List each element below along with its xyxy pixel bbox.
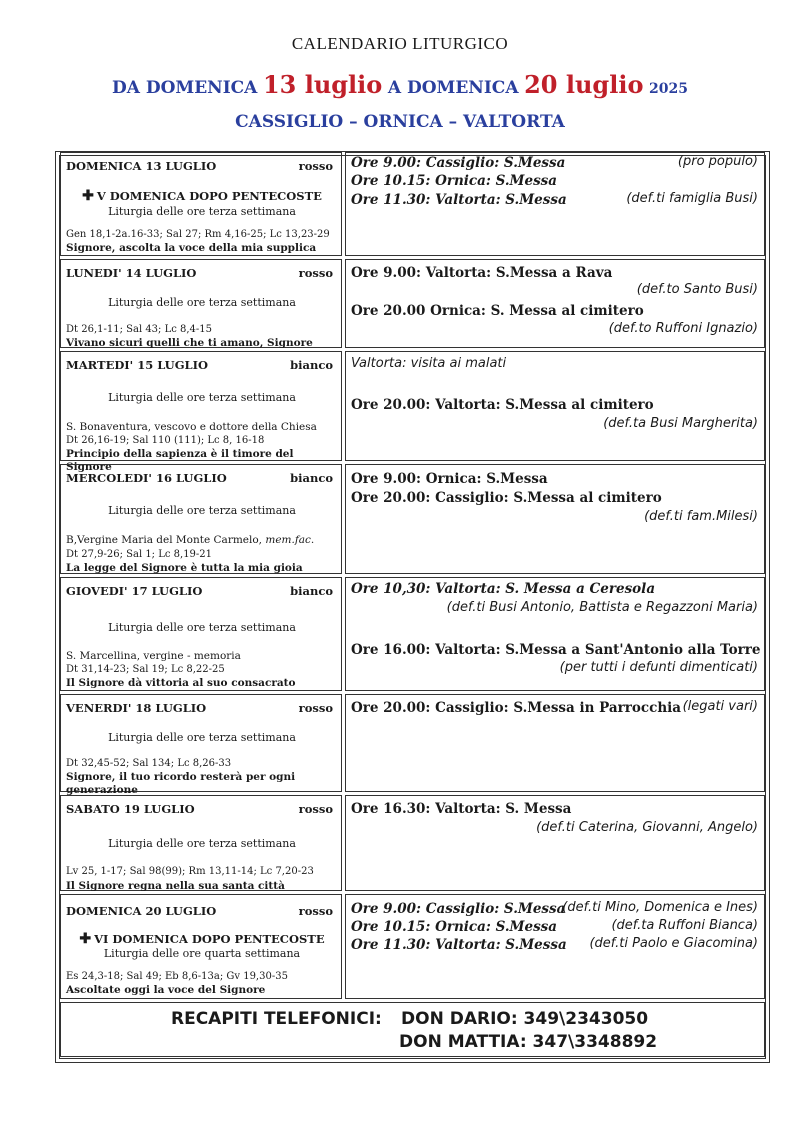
mass-intention: (legati vari) (682, 699, 758, 714)
mass-intention: (def.to Santo Busi) (636, 282, 758, 297)
liturgy-week: Liturgia delle ore quarta settimana (103, 947, 301, 960)
mass-time: Ore 20.00: Cassiglio: S.Messa al cimitero (351, 490, 662, 506)
liturgy-week: Liturgia delle ore terza settimana (108, 296, 296, 309)
masses-cell (345, 894, 765, 999)
mass-time: Ore 16.00: Valtorta: S.Messa a Sant'Antonio alla Torre (351, 642, 761, 658)
from-date: 13 luglio (262, 70, 383, 99)
day-info-cell (60, 894, 342, 999)
day-label: MERCOLEDI' 16 LUGLIO (66, 471, 227, 485)
mass-time: Ore 11.30: Valtorta: S.Messa (351, 192, 567, 208)
masses-cell (345, 464, 765, 574)
liturgical-color: rosso (298, 802, 333, 816)
feast-title: ✚ V DOMENICA DOPO PENTECOSTE (82, 188, 322, 204)
feast-title: ✚ VI DOMENICA DOPO PENTECOSTE (79, 931, 325, 947)
mass-time: Ore 11.30: Valtorta: S.Messa (351, 937, 567, 953)
mass-intention: (def.ta Busi Margherita) (603, 416, 758, 431)
day-info-cell (60, 577, 342, 691)
table-row (60, 464, 765, 574)
mass-time: Ore 10.15: Ornica: S.Messa (351, 919, 558, 935)
psalm-response: Principio della sapienza è il timore del Signore (66, 448, 294, 473)
day-label: VENERDI' 18 LUGLIO (66, 701, 207, 715)
mass-intention: (def.ti Paolo e Giacomina) (589, 936, 758, 951)
mass-intention: (def.ti famiglia Busi) (626, 191, 758, 206)
year: 2025 (649, 81, 688, 97)
mass-time: Ore 20.00: Cassiglio: S.Messa in Parrocchia (351, 700, 682, 716)
day-info-cell (60, 464, 342, 574)
readings: Dt 26,16-19; Sal 110 (111); Lc 8, 16-18 (66, 435, 265, 446)
page-title: CALENDARIO LITURGICO (291, 34, 509, 53)
mass-time: Ore 9.00: Valtorta: S.Messa a Rava (351, 265, 613, 281)
saint-of-day: S. Marcellina, vergine - memoria (66, 650, 241, 662)
cross-icon: ✚ (82, 188, 94, 204)
psalm-response: Ascoltate oggi la voce del Signore (66, 984, 266, 996)
masses-cell (345, 152, 765, 256)
day-info-cell (60, 694, 342, 796)
mass-intention: (def.ti fam.Milesi) (644, 509, 758, 524)
mass-intention: (def.ta Ruffoni Bianca) (611, 918, 758, 933)
masses-cell (345, 694, 765, 792)
psalm-response: La legge del Signore è tutta la mia gioia (66, 562, 303, 574)
mass-intention: (def.ti Caterina, Giovanni, Angelo) (536, 820, 758, 835)
liturgy-week: Liturgia delle ore terza settimana (108, 731, 296, 744)
masses-cell (345, 351, 765, 461)
liturgical-color: bianco (290, 358, 333, 372)
to-date: 20 luglio (524, 70, 644, 99)
day-label: MARTEDI' 15 LUGLIO (66, 358, 209, 372)
liturgy-week: Liturgia delle ore terza settimana (108, 621, 296, 634)
day-info-cell (60, 795, 342, 891)
mass-intention: (per tutti i defunti dimenticati) (559, 660, 758, 675)
day-label: DOMENICA 13 LUGLIO (66, 159, 217, 173)
mass-intention: (pro populo) (677, 154, 758, 169)
mass-time: Ore 20.00 Ornica: S. Messa al cimitero (351, 303, 644, 319)
readings: Lv 25, 1-17; Sal 98(99); Rm 13,11-14; Lc 7,20-23 (66, 866, 314, 877)
mass-time: Ore 9.00: Ornica: S.Messa (351, 471, 548, 487)
day-info-cell (60, 351, 342, 473)
psalm-response: Il Signore regna nella sua santa città (66, 880, 285, 892)
mass-intention: (def.ti Mino, Domenica e Ines) (562, 900, 758, 915)
liturgy-week: Liturgia delle ore terza settimana (108, 205, 296, 218)
mass-time: Ore 20.00: Valtorta: S.Messa al cimitero (351, 397, 654, 413)
table-row (60, 694, 765, 796)
liturgy-week: Liturgia delle ore terza settimana (108, 391, 296, 404)
mass-time: Ore 10.15: Ornica: S.Messa (351, 173, 558, 189)
saint-of-day: B,Vergine Maria del Monte Carmelo, mem.fac. (66, 534, 315, 546)
liturgical-color: rosso (298, 904, 333, 918)
saint-of-day: S. Bonaventura, vescovo e dottore della Chiesa (66, 421, 317, 433)
readings: Dt 27,9-26; Sal 1; Lc 8,19-21 (66, 549, 213, 560)
mass-time: Ore 9.00: Cassiglio: S.Messa (351, 901, 566, 917)
liturgical-color: rosso (298, 266, 333, 280)
table-row (60, 894, 765, 999)
psalm-response: Signore, ascolta la voce della mia supplica (66, 242, 317, 254)
contacts-box (60, 1002, 765, 1057)
table-row (60, 351, 765, 473)
mass-time: Ore 16.30: Valtorta: S. Messa (351, 801, 572, 817)
liturgical-color: rosso (298, 159, 333, 173)
psalm-response: Signore, il tuo ricordo resterà per ogni generazione (66, 771, 296, 796)
liturgical-color: bianco (290, 471, 333, 485)
readings: Gen 18,1-2a.16-33; Sal 27; Rm 4,16-25; Lc 13,23-29 (66, 229, 330, 240)
mass-intention: (def.to Ruffoni Ignazio) (608, 321, 758, 336)
to-word: A DOMENICA (387, 78, 519, 98)
day-info-cell (60, 259, 342, 348)
table-row (60, 259, 765, 348)
contacts-label: RECAPITI TELEFONICI: (171, 1009, 382, 1029)
psalm-response: Vivano sicuri quelli che ti amano, Signore (66, 337, 313, 349)
psalm-response: Il Signore dà vittoria al suo consacrato (66, 677, 296, 689)
masses-cell (345, 259, 765, 348)
table-row (60, 795, 765, 891)
day-label: DOMENICA 20 LUGLIO (66, 904, 217, 918)
liturgy-week: Liturgia delle ore terza settimana (108, 504, 296, 517)
mass-intention: (def.ti Busi Antonio, Battista e Regazzoni Maria) (446, 600, 758, 615)
visit-note: Valtorta: visita ai malati (351, 356, 507, 371)
table-row (60, 577, 765, 691)
masses-cell (345, 795, 765, 891)
contact-don-dario: DON DARIO: 349\2343050 (401, 1009, 649, 1029)
readings: Dt 32,45-52; Sal 134; Lc 8,26-33 (66, 758, 232, 769)
day-label: LUNEDI' 14 LUGLIO (66, 266, 197, 280)
liturgical-color: rosso (298, 701, 333, 715)
parishes: CASSIGLIO – ORNICA – VALTORTA (235, 112, 565, 132)
liturgical-color: bianco (290, 584, 333, 598)
readings: Es 24,3-18; Sal 49; Eb 8,6-13a; Gv 19,30-35 (66, 971, 288, 982)
table-row (60, 152, 765, 256)
calendar-table (55, 151, 770, 1063)
mass-time: Ore 10,30: Valtorta: S. Messa a Ceresola (351, 581, 656, 597)
mass-time: Ore 9.00: Cassiglio: S.Messa (351, 155, 566, 171)
liturgy-week: Liturgia delle ore terza settimana (108, 837, 296, 850)
contact-don-mattia: DON MATTIA: 347\3348892 (399, 1032, 658, 1052)
readings: Dt 31,14-23; Sal 19; Lc 8,22-25 (66, 664, 225, 675)
day-info-cell (60, 152, 342, 256)
date-range (0, 70, 800, 99)
day-label: GIOVEDI' 17 LUGLIO (66, 584, 203, 598)
readings: Dt 26,1-11; Sal 43; Lc 8,4-15 (66, 324, 213, 335)
cross-icon: ✚ (79, 931, 92, 947)
day-label: SABATO 19 LUGLIO (66, 802, 195, 816)
from-word: DA DOMENICA (111, 78, 258, 98)
masses-cell (345, 577, 765, 691)
